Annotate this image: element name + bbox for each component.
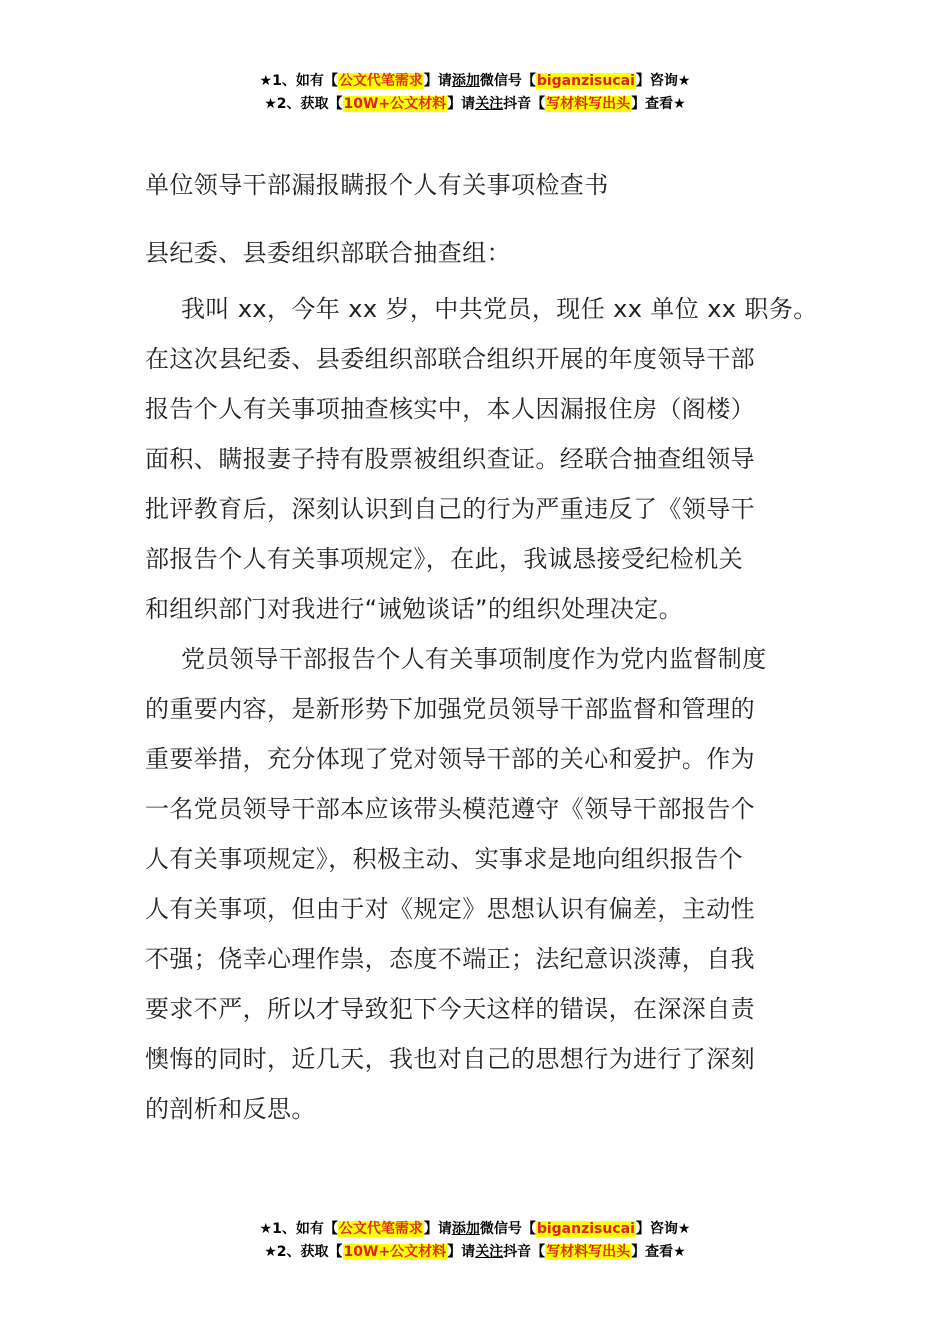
promo-text: ★1、如有【 (259, 1221, 338, 1237)
paragraph-line: 不强；侥幸心理作祟，态度不端正；法纪意识淡薄，自我 (145, 945, 755, 973)
document-body (145, 284, 817, 1134)
promo-text: 抖音【 (503, 96, 546, 112)
promo-text: ★1、如有【 (259, 73, 338, 89)
promo-text: 】请 (423, 73, 452, 89)
paragraph-line: 的重要内容，是新形势下加强党员领导干部监督和管理的 (145, 695, 755, 723)
promo-underlined: 添加 (451, 1221, 480, 1237)
promo-text: 】咨询★ (635, 1221, 691, 1237)
promo-underlined: 关注 (475, 1244, 504, 1260)
promo-banner-bottom (0, 1218, 950, 1264)
promo-line-1 (0, 70, 950, 93)
paragraph-line: 我叫 xx，今年 xx 岁，中共党员，现任 xx 单位 xx 职务。 (181, 295, 818, 323)
promo-text: 】请 (447, 1244, 476, 1260)
promo-highlight: 公文代笔需求 (338, 1221, 423, 1237)
paragraph-line: 重要举措，充分体现了党对领导干部的关心和爱护。作为 (145, 745, 755, 773)
paragraph-line: 部报告个人有关事项规定》，在此，我诚恳接受纪检机关 (145, 545, 743, 573)
paragraph-line: 和组织部门对我进行“诫勉谈话”的组织处理决定。 (145, 595, 684, 623)
promo-line-2 (0, 1241, 950, 1264)
promo-banner-top (0, 70, 950, 116)
paragraph-line: 要求不严，所以才导致犯下今天这样的错误，在深深自责 (145, 995, 755, 1023)
promo-line-2 (0, 93, 950, 116)
promo-underlined: 关注 (475, 96, 504, 112)
promo-text: ★2、获取【 (264, 96, 343, 112)
promo-underlined: 添加 (451, 73, 480, 89)
body-paragraph-2 (145, 634, 817, 1134)
promo-highlight: 10W+公文材料 (343, 96, 447, 112)
body-paragraph-1 (145, 284, 817, 634)
paragraph-line: 懊悔的同时，近几天，我也对自己的思想行为进行了深刻 (145, 1045, 755, 1073)
paragraph-line: 批评教育后，深刻认识到自己的行为严重违反了《领导干 (145, 495, 755, 523)
paragraph-line: 的剖析和反思。 (145, 1095, 316, 1123)
promo-line-1 (0, 1218, 950, 1241)
document-title: 单位领导干部漏报瞒报个人有关事项检查书 (145, 171, 609, 199)
promo-text: 】咨询★ (635, 73, 691, 89)
promo-highlight-douyin-account: 写材料写出头 (546, 96, 631, 112)
paragraph-line: 一名党员领导干部本应该带头模范遵守《领导干部报告个 (145, 795, 755, 823)
paragraph-line: 人有关事项，但由于对《规定》思想认识有偏差，主动性 (145, 895, 755, 923)
promo-highlight: 公文代笔需求 (338, 73, 423, 89)
promo-text: 】请 (447, 96, 476, 112)
promo-highlight-douyin-account: 写材料写出头 (546, 1244, 631, 1260)
paragraph-line: 党员领导干部报告个人有关事项制度作为党内监督制度 (181, 645, 767, 673)
paragraph-line: 报告个人有关事项抽查核实中，本人因漏报住房（阁楼） (145, 395, 755, 423)
promo-text: ★2、获取【 (264, 1244, 343, 1260)
promo-text: 】查看★ (631, 1244, 686, 1260)
promo-text: 】请 (423, 1221, 452, 1237)
promo-highlight-wechat-id: biganzisucai (536, 73, 635, 89)
paragraph-line: 人有关事项规定》，积极主动、实事求是地向组织报告个 (145, 845, 743, 873)
promo-highlight-wechat-id: biganzisucai (536, 1221, 635, 1237)
paragraph-line: 面积、瞒报妻子持有股票被组织查证。经联合抽查组领导 (145, 445, 755, 473)
promo-text: 微信号【 (479, 73, 536, 89)
promo-text: 微信号【 (479, 1221, 536, 1237)
document-salutation: 县纪委、县委组织部联合抽查组： (145, 239, 511, 267)
promo-highlight: 10W+公文材料 (343, 1244, 447, 1260)
paragraph-line: 在这次县纪委、县委组织部联合组织开展的年度领导干部 (145, 345, 755, 373)
promo-text: 】查看★ (631, 96, 686, 112)
promo-text: 抖音【 (503, 1244, 546, 1260)
